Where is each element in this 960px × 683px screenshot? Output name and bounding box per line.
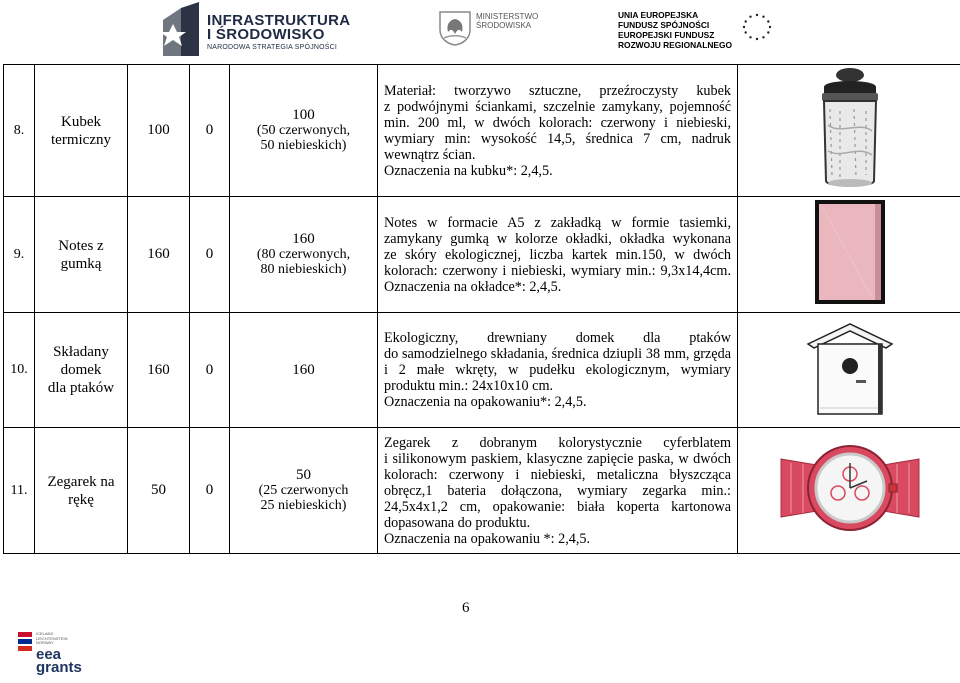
split-line: 100	[292, 107, 315, 123]
item-description	[378, 65, 738, 197]
item-name-line: dla ptaków	[47, 380, 115, 396]
item-name	[35, 313, 128, 428]
quantity-total: 50	[128, 428, 190, 554]
row-number: 8.	[4, 65, 35, 197]
infrastruktura-logo	[161, 2, 351, 58]
quantity-zero: 0	[190, 428, 230, 554]
item-name-line: Składany	[53, 344, 109, 360]
quantity-zero: 0	[190, 197, 230, 313]
item-name-line: rękę	[68, 491, 94, 508]
birdhouse-image	[800, 318, 900, 418]
item-name	[35, 197, 128, 313]
split-line: 80 niebieskich)	[260, 262, 347, 277]
description-line: 24,5x4x1,2 cm, opakowanie: biała koperta kartonowa	[384, 498, 731, 515]
row-number: 9.	[4, 197, 35, 313]
description-line: Oznaczenia na opakowaniu*: 2,4,5.	[384, 394, 587, 410]
description-line: z podwójnymi ściankami, szczelnie zamykany, pojemność	[384, 98, 731, 115]
infra-title-line2: I ŚRODOWISKO	[207, 26, 325, 43]
color-split	[230, 428, 378, 554]
item-name-line: Kubek	[61, 113, 101, 130]
description-line: min. 200 ml, w dwóch kolorach: czerwony i niebieski,	[384, 114, 731, 131]
description-line: Ekologiczny, drewniany domek dla ptaków	[384, 330, 731, 346]
ministry-logo	[438, 8, 558, 48]
eu-line1: UNIA EUROPEJSKA	[618, 10, 699, 20]
table-row	[4, 65, 960, 197]
description-line: zamykany gumką w kolorze okładki, okładka wykonana	[384, 230, 731, 247]
description-line: ze skóry ekologicznej, liczba kartek min.150, w dwóch	[384, 246, 731, 263]
eu-line3: EUROPEJSKI FUNDUSZ	[618, 30, 715, 40]
ministry-line2: ŚRODOWISKA	[476, 21, 532, 30]
ministry-eagle-icon	[438, 8, 472, 46]
quantity-zero: 0	[190, 313, 230, 428]
eea-country-liechtenstein: LIECHTENSTEIN	[36, 635, 68, 641]
split-line: (25 czerwonych	[258, 483, 349, 498]
quantity-total: 160	[128, 313, 190, 428]
item-name-line: gumką	[60, 255, 102, 272]
eea-grants-logo	[18, 630, 98, 680]
eea-country-norway: NORWAY	[36, 640, 54, 645]
header-logos	[0, 0, 960, 62]
split-line: 50	[296, 467, 311, 483]
item-description	[378, 428, 738, 554]
description-line: Materiał: tworzywo sztuczne, przeźroczysty kubek	[384, 82, 731, 99]
item-image-cell	[738, 313, 960, 428]
eea-country-iceland: ICELAND	[36, 631, 54, 636]
item-image-cell	[738, 197, 960, 313]
split-line: 25 niebieskich)	[260, 498, 347, 513]
color-split	[230, 65, 378, 197]
item-description	[378, 197, 738, 313]
item-name-line: Notes z	[58, 237, 104, 254]
wristwatch-image	[777, 429, 923, 547]
eea-flags-icon	[18, 632, 34, 652]
eu-line2: FUNDUSZ SPÓJNOŚCI	[618, 20, 710, 30]
infra-subtitle: NARODOWA STRATEGIA SPÓJNOŚCI	[207, 44, 338, 51]
color-split	[230, 197, 378, 313]
split-line: (50 czerwonych,	[256, 123, 351, 138]
description-line: do samodzielnego składania, średnica dziupli 38 mm, grzęda	[384, 346, 731, 362]
notebook-image	[813, 198, 887, 306]
item-name-line: Zegarek na	[47, 473, 115, 490]
description-line: wymiary min: wysokość 14,5, średnica 7 cm, nadruk	[384, 130, 731, 147]
row-number: 11.	[4, 428, 35, 554]
description-line: kolorach: czerwony i niebieski, metaliczna błyszcząca	[384, 466, 731, 483]
row-number: 10.	[4, 313, 35, 428]
description-line: Notes w formacie A5 z zakładką w formie tasiemki,	[384, 214, 731, 231]
item-description	[378, 313, 738, 428]
color-split	[230, 313, 378, 428]
grants-word: grants	[36, 659, 82, 676]
eea-word: eea	[36, 646, 62, 663]
description-line: Oznaczenia na okładce*: 2,4,5.	[384, 278, 562, 295]
eu-flag-icon	[738, 10, 796, 50]
item-name-line: domek	[60, 362, 102, 378]
infrastruktura-mark-icon	[161, 2, 201, 58]
description-line: Zegarek z dobranym kolorystycznie cyferblatem	[384, 434, 731, 451]
table-row	[4, 197, 960, 313]
description-line: kolorach: czerwony i niebieski, wymiary min.: 9,3x14,4cm.	[384, 262, 731, 279]
split-line: 160	[292, 231, 315, 247]
quantity-total: 160	[128, 197, 190, 313]
item-image-cell	[738, 65, 960, 197]
description-line: Oznaczenia na opakowaniu *: 2,4,5.	[384, 530, 591, 547]
item-name	[35, 65, 128, 197]
description-line: produktu min.: 24x10x10 cm.	[384, 378, 554, 394]
ministry-line1: MINISTERSTWO	[476, 12, 539, 21]
split-line: (80 czerwonych,	[256, 247, 351, 262]
quantity-total: 100	[128, 65, 190, 197]
description-line: obręcz,1 bateria dołączona, wymiary zegarka min.:	[384, 482, 731, 499]
description-line: i silikonowym paskiem, klasyczne zapięcie paska, w dwóch	[384, 450, 731, 467]
description-line: dopasowana do produktu.	[384, 514, 531, 531]
eu-logo	[616, 8, 786, 52]
table-row	[4, 428, 960, 554]
eu-line4: ROZWOJU REGIONALNEGO	[618, 40, 732, 50]
infra-title-line1: INFRASTRUKTURA	[207, 12, 351, 29]
description-line: wewnątrz ścian.	[384, 146, 476, 163]
items-table	[3, 64, 960, 554]
split-line: 160	[292, 361, 315, 378]
item-image-cell	[738, 428, 960, 554]
item-name	[35, 428, 128, 554]
thermal-mug-image	[810, 65, 890, 191]
page-number: 6	[462, 600, 470, 616]
split-line: 50 niebieskich)	[260, 138, 347, 153]
description-line: Oznaczenia na kubku*: 2,4,5.	[384, 162, 553, 179]
description-line: i 2 małe wkręty, w pudełku ekologicznym, wymiary	[384, 362, 731, 378]
quantity-zero: 0	[190, 65, 230, 197]
item-name-line: termiczny	[51, 131, 111, 148]
table-row	[4, 313, 960, 428]
